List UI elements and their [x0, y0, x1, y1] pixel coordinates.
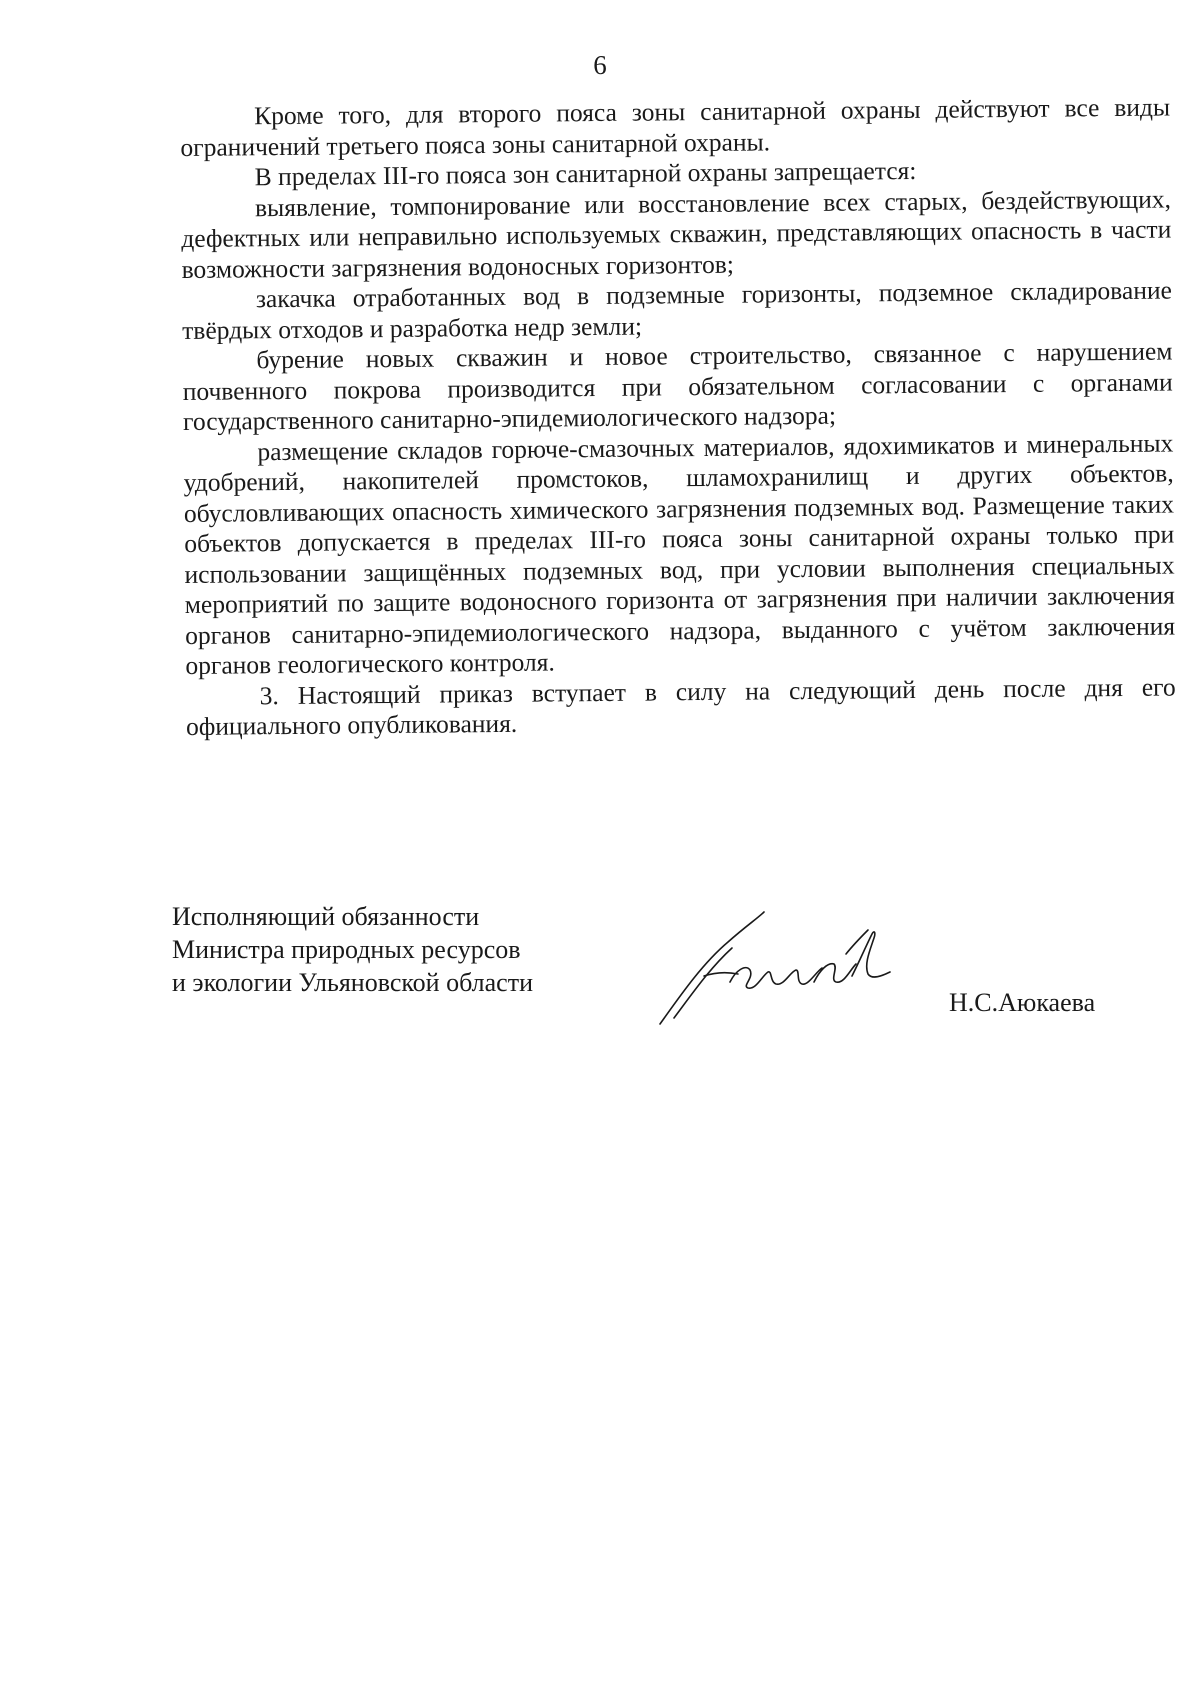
signatory-title-line: Исполняющий обязанности	[172, 902, 480, 931]
signatory-name: Н.С.Аюкаева	[949, 988, 1096, 1017]
paragraph: закачка отработанных вод в подземные горизонты, подземное складирование твёрдых отходов и разработка недр земли;	[182, 275, 1172, 345]
paragraph: бурение новых скважин и новое строительство, связанное с нарушением почвенного покрова производится при обязательном согласовании с органами государственного санитарно-эпидемиологического надзора;	[182, 336, 1173, 436]
handwritten-signature	[650, 906, 910, 1030]
page-number: 6	[593, 50, 607, 80]
signatory-title-line: и экологии Ульяновской области	[172, 968, 533, 997]
paragraph: выявление, томпонирование или восстановление всех старых, бездействующих, дефектных или неправильно используемых скважин, представляющих опасность в части возможности загрязнения водоносных горизонтов;	[181, 183, 1172, 284]
paragraph: Кроме того, для второго пояса зоны санитарной охраны действуют все виды ограничений третьего пояса зоны санитарной охраны.	[180, 92, 1171, 162]
signature-block	[172, 900, 1172, 1040]
document-body	[180, 92, 1176, 742]
signatory-title-line: Министра природных ресурсов	[172, 935, 521, 964]
signatory-title	[172, 900, 533, 999]
paragraph: 3. Настоящий приказ вступает в силу на следующий день после дня его официального опубликования.	[185, 671, 1176, 741]
paragraph: В пределах III-го пояса зон санитарной охраны запрещается:	[254, 155, 917, 192]
paragraph: размещение складов горюче-смазочных материалов, ядохимикатов и минеральных удобрений, накопителей промстоков, шламохранилищ и других объектов, обусловливающих опасность химического загрязнения подземных вод. Размещение таких объектов допускается в пределах III-го пояса зоны санитарной охраны только при использовании защищённых подземных вод, при условии выполнения специальных мероприятий по защите водоносного горизонта от загрязнения при наличии заключения органов санитарно-эпидемиологического надзора, выданного с учётом заключения органов геологического контроля.	[183, 427, 1176, 680]
